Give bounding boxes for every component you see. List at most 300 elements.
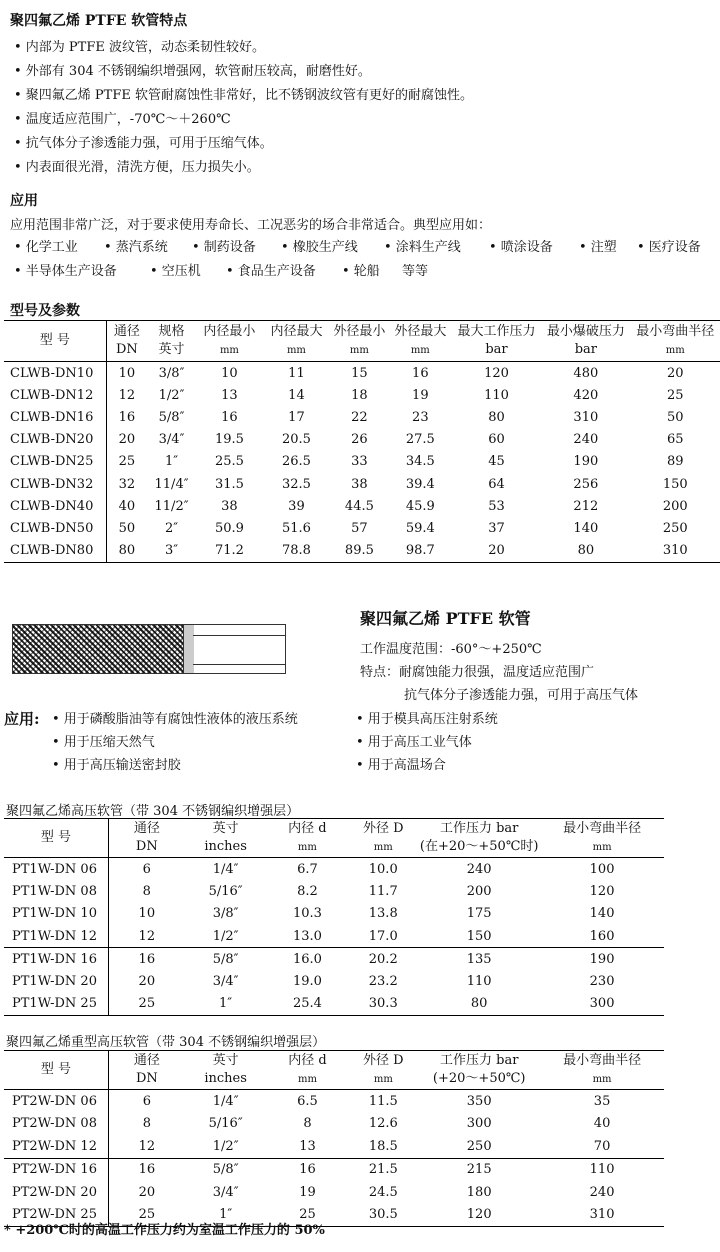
value-cell: 44.5 — [344, 498, 374, 514]
application-item: 等等 — [402, 264, 429, 279]
header-unit: bar — [485, 342, 508, 357]
value-cell: 190 — [540, 948, 664, 971]
value-cell: 39 — [288, 498, 305, 514]
application-item: • 医疗设备 — [637, 240, 701, 255]
value-cell: 5/16″ — [208, 1116, 243, 1132]
value-cell: 1/2″ — [212, 928, 239, 944]
value-cell: 3/8″ — [158, 365, 185, 381]
model-cell: CLWB-DN50 — [4, 517, 106, 539]
header-unit: DN — [115, 342, 138, 357]
value-cell: 240 — [573, 432, 599, 448]
value-cell: 110 — [466, 974, 492, 990]
header-text: 型 号 — [40, 830, 72, 845]
value-cell: 230 — [589, 974, 615, 990]
header-text: 内径最小 — [203, 323, 256, 339]
value-cell: 25 — [138, 996, 156, 1012]
model-cell: CLWB-DN32 — [4, 473, 106, 495]
hp-table — [4, 818, 664, 1016]
header-cell — [4, 819, 108, 858]
hhp-table — [4, 1050, 664, 1227]
value-cell: 13 — [299, 1138, 316, 1154]
value-cell: 10.0 — [368, 861, 398, 877]
value-cell: 57 — [351, 520, 368, 536]
model-cell: CLWB-DN25 — [4, 451, 106, 473]
feature-item: • 抗气体分子渗透能力强，可用于压缩气体。 — [14, 136, 273, 151]
value-cell: 5/16″ — [208, 883, 243, 899]
value-cell: 20 — [666, 365, 684, 381]
table-row — [4, 451, 720, 473]
model-cell: PT2W-DN 25 — [4, 1204, 108, 1227]
model-cell: CLWB-DN16 — [4, 406, 106, 428]
application-item: • 注塑 — [579, 240, 617, 255]
value-cell: 250 — [466, 1138, 492, 1154]
header-text: 外径 D — [363, 1052, 404, 1068]
value-cell: 38 — [351, 476, 368, 492]
value-cell: 250 — [662, 520, 688, 536]
value-cell: 16 — [412, 365, 429, 381]
value-cell: 5/8″ — [185, 948, 267, 971]
header-text: 内径 d — [288, 820, 327, 836]
value-cell: 45.9 — [405, 498, 435, 514]
value-cell: 16 — [267, 1158, 349, 1181]
header-unit: DN — [135, 839, 158, 854]
value-cell: 25 — [118, 454, 136, 470]
header-unit: (+20～+50℃) — [432, 1071, 526, 1086]
table-row — [4, 1158, 664, 1181]
header-cell — [330, 321, 389, 362]
value-cell: 24.5 — [368, 1184, 398, 1200]
value-cell: 60 — [488, 432, 505, 448]
header-unit: mm — [665, 344, 685, 356]
value-cell: 26.5 — [281, 454, 311, 470]
application-item: • 轮船 — [342, 264, 380, 279]
value-cell: 26 — [351, 432, 368, 448]
value-cell: 120 — [484, 365, 509, 381]
value-cell: 33 — [351, 454, 368, 470]
table-row — [4, 903, 664, 925]
value-cell: 480 — [573, 365, 599, 381]
header-text: 外径最小 — [333, 323, 386, 339]
header-unit: bar — [574, 342, 597, 357]
value-cell: 39.4 — [405, 476, 435, 492]
value-cell: 13.0 — [292, 928, 322, 944]
value-cell: 11.7 — [368, 883, 398, 899]
value-cell: 200 — [662, 498, 688, 514]
product-feature-2: 抗气体分子渗透能力强，可用于高压气体 — [404, 688, 639, 703]
hp-title-line — [6, 800, 299, 819]
model-cell: PT2W-DN 08 — [4, 1113, 108, 1136]
value-cell: 89.5 — [344, 543, 374, 559]
hhp-title-line — [6, 1031, 325, 1050]
header-unit: mm — [297, 841, 317, 853]
header-text: 通径 — [133, 821, 160, 836]
value-cell: 11/4″ — [154, 476, 189, 492]
application-item: • 食品生产设备 — [226, 264, 316, 279]
value-cell: 240 — [466, 861, 492, 877]
header-text: 英寸 — [212, 1053, 239, 1068]
model-cell: CLWB-DN12 — [4, 384, 106, 406]
value-cell: 10 — [118, 365, 136, 381]
value-cell: 140 — [573, 520, 599, 536]
model-cell: PT2W-DN 16 — [4, 1158, 108, 1181]
value-cell: 19 — [412, 387, 429, 403]
hp-subtitle: （带 304 不锈钢编织增强层） — [123, 804, 300, 819]
value-cell: 135 — [418, 948, 540, 971]
header-cell — [4, 1051, 108, 1090]
value-cell: 50.9 — [214, 520, 244, 536]
header-unit: 英寸 — [158, 342, 185, 357]
value-cell: 160 — [589, 928, 615, 944]
value-cell: 34.5 — [405, 454, 435, 470]
value-cell: 17 — [288, 409, 305, 425]
value-cell: 30.3 — [368, 996, 398, 1012]
value-cell: 350 — [466, 1093, 492, 1109]
value-cell: 16 — [118, 409, 136, 425]
value-cell: 23.2 — [368, 974, 398, 990]
value-cell: 13 — [221, 387, 238, 403]
value-cell: 120 — [466, 1207, 492, 1223]
value-cell: 215 — [418, 1158, 540, 1181]
application-item: • 制药设备 — [192, 240, 256, 255]
header-text: 型 号 — [40, 1062, 72, 1077]
model-cell: PT2W-DN 06 — [4, 1090, 108, 1113]
value-cell: 180 — [466, 1184, 492, 1200]
value-cell: 45 — [488, 454, 505, 470]
model-cell: CLWB-DN40 — [4, 495, 106, 517]
application-item: • 半导体生产设备 — [14, 264, 117, 279]
value-cell: 20.2 — [348, 948, 418, 971]
value-cell: 190 — [573, 454, 599, 470]
application-desc: 应用范围非常广泛，对于要求使用寿命长、工况恶劣的场合非常适合。典型应用如： — [10, 218, 492, 233]
hose-braid-overlay — [13, 625, 183, 673]
table-row — [4, 473, 720, 495]
value-cell: 19.0 — [292, 974, 322, 990]
header-text: 内径最大 — [270, 323, 323, 339]
value-cell: 13.8 — [368, 906, 398, 922]
value-cell: 6.7 — [297, 861, 318, 877]
model-cell: PT1W-DN 16 — [4, 948, 108, 971]
header-cell — [185, 819, 267, 858]
feature-item: • 温度适应范围广，-70℃～＋260℃ — [14, 112, 231, 127]
value-cell: 10 — [221, 365, 238, 381]
header-text: 工作压力 bar — [439, 1053, 519, 1068]
model-cell: PT1W-DN 25 — [4, 993, 108, 1016]
value-cell: 6 — [142, 1093, 151, 1109]
value-cell: 38 — [221, 498, 238, 514]
table-row — [4, 1113, 664, 1136]
header-cell — [540, 1051, 664, 1090]
value-cell: 1″ — [219, 996, 233, 1012]
table-row — [4, 540, 720, 563]
hhp-title: 聚四氟乙烯重型高压软管 — [6, 1035, 150, 1050]
value-cell: 1″ — [164, 454, 179, 470]
value-cell: 8.2 — [297, 883, 318, 899]
value-cell: 25 — [138, 1207, 156, 1223]
header-unit: mm — [219, 344, 239, 356]
header-cell — [541, 321, 630, 362]
value-cell: 89 — [666, 454, 684, 470]
hp-title: 聚四氟乙烯高压软管 — [6, 804, 124, 819]
value-cell: 1/4″ — [212, 861, 239, 877]
header-cell — [147, 321, 196, 362]
header-cell — [348, 1051, 418, 1090]
header-cell — [108, 1051, 184, 1090]
table-row — [4, 948, 664, 971]
header-cell — [4, 321, 106, 362]
value-cell: 15 — [351, 365, 368, 381]
model-cell: PT2W-DN 20 — [4, 1181, 108, 1204]
value-cell: 59.4 — [405, 520, 435, 536]
value-cell: 65 — [666, 432, 684, 448]
value-cell: 310 — [589, 1207, 615, 1223]
header-unit: mm — [410, 344, 430, 356]
hose-inner-tube — [193, 635, 285, 665]
header-text: 外径最大 — [394, 323, 447, 339]
header-unit: mm — [298, 1073, 317, 1085]
table-row — [4, 495, 720, 517]
value-cell: 64 — [488, 476, 505, 492]
value-cell: 80 — [577, 543, 595, 559]
value-cell: 3/4″ — [158, 432, 185, 448]
header-unit: mm — [592, 841, 612, 853]
header-unit: mm — [373, 841, 393, 853]
value-cell: 240 — [589, 1184, 615, 1200]
value-cell: 150 — [466, 928, 492, 944]
value-cell: 16 — [108, 1158, 184, 1181]
value-cell: 310 — [662, 543, 688, 559]
product-app-item: • 用于磷酸脂油等有腐蚀性液体的液压系统 — [52, 712, 298, 727]
table-row — [4, 406, 720, 428]
table-row — [4, 362, 720, 385]
value-cell: 3″ — [164, 543, 179, 559]
value-cell: 12 — [118, 387, 136, 403]
value-cell: 10.3 — [292, 906, 322, 922]
application-item: • 涂料生产线 — [384, 240, 461, 255]
value-cell: 3/8″ — [212, 906, 239, 922]
value-cell: 23 — [412, 409, 429, 425]
value-cell: 40 — [593, 1116, 611, 1132]
spec-header-row — [4, 321, 720, 362]
header-cell — [106, 321, 147, 362]
value-cell: 17.0 — [368, 928, 398, 944]
model-cell: PT1W-DN 20 — [4, 970, 108, 992]
value-cell: 20 — [138, 974, 156, 990]
spec-title: 型号及参数 — [10, 303, 80, 319]
value-cell: 310 — [573, 409, 599, 425]
product-app-item: • 用于高压工业气体 — [356, 735, 472, 750]
header-unit: mm — [373, 1073, 393, 1085]
table-row — [4, 993, 664, 1016]
ptfe-hose-illustration — [12, 624, 286, 674]
value-cell: 120 — [589, 883, 615, 899]
value-cell: 110 — [540, 1158, 664, 1181]
feature-item: • 外部有 304 不锈钢编织增强网，软管耐压较高，耐磨性好。 — [14, 64, 371, 79]
value-cell: 35 — [593, 1093, 611, 1109]
product-title: 聚四氟乙烯 PTFE 软管 — [360, 609, 531, 628]
value-cell: 20 — [118, 432, 136, 448]
value-cell: 8 — [142, 1116, 151, 1132]
value-cell: 98.7 — [405, 543, 435, 559]
value-cell: 100 — [589, 861, 615, 877]
model-cell: PT2W-DN 12 — [4, 1135, 108, 1158]
value-cell: 212 — [573, 498, 599, 514]
value-cell: 5/8″ — [185, 1158, 267, 1181]
value-cell: 25 — [299, 1207, 316, 1223]
header-cell — [540, 819, 664, 858]
value-cell: 19 — [299, 1184, 316, 1200]
header-cell — [348, 819, 418, 858]
header-cell — [418, 1051, 540, 1090]
header-cell — [418, 819, 540, 858]
model-cell: CLWB-DN80 — [4, 540, 106, 563]
model-cell: PT1W-DN 12 — [4, 925, 108, 948]
product-app-item: • 用于压缩天然气 — [52, 735, 155, 750]
value-cell: 16 — [108, 948, 184, 971]
value-cell: 12 — [138, 1138, 156, 1154]
header-text: 规格 — [158, 324, 185, 339]
value-cell: 420 — [573, 387, 599, 403]
value-cell: 50 — [666, 409, 684, 425]
value-cell: 6.5 — [297, 1093, 318, 1109]
value-cell: 20 — [488, 543, 505, 559]
value-cell: 11.5 — [368, 1093, 398, 1109]
product-app-item: • 用于高温场合 — [356, 758, 446, 773]
spec-table — [4, 320, 720, 563]
value-cell: 10 — [138, 906, 156, 922]
header-cell — [267, 819, 349, 858]
header-text: 通径 — [113, 324, 140, 339]
header-cell — [631, 321, 720, 362]
features-title: 聚四氟乙烯 PTFE 软管特点 — [10, 13, 188, 29]
value-cell: 256 — [573, 476, 599, 492]
hhp-subtitle: （带 304 不锈钢编织增强层） — [149, 1035, 326, 1050]
header-unit: inches — [204, 1071, 247, 1086]
value-cell: 80 — [118, 543, 136, 559]
header-cell — [452, 321, 541, 362]
value-cell: 25.5 — [214, 454, 244, 470]
header-text: 最小弯曲半径 — [563, 820, 642, 836]
value-cell: 6 — [142, 861, 151, 877]
value-cell: 16.0 — [267, 948, 349, 971]
table-row — [4, 925, 664, 948]
header-text: 最小弯曲半径 — [563, 1052, 642, 1068]
value-cell: 27.5 — [405, 432, 435, 448]
header-text: 型 号 — [39, 333, 70, 348]
feature-item: • 内表面很光滑，清洗方便，压力损失小。 — [14, 160, 260, 175]
value-cell: 8 — [303, 1116, 312, 1132]
header-text: 工作压力 bar — [439, 821, 519, 836]
value-cell: 37 — [488, 520, 505, 536]
value-cell: 1/2″ — [158, 387, 185, 403]
header-cell — [108, 819, 184, 858]
application-title: 应用 — [10, 193, 38, 209]
value-cell: 21.5 — [348, 1158, 418, 1181]
product-temp: 工作温度范围：-60°～+250℃ — [360, 642, 542, 657]
value-cell: 8 — [142, 883, 151, 899]
header-unit: mm — [592, 1073, 612, 1085]
value-cell: 11/2″ — [154, 498, 189, 514]
header-unit: mm — [286, 344, 306, 356]
application-item: • 喷涂设备 — [489, 240, 553, 255]
value-cell: 1″ — [219, 1207, 233, 1223]
product-feature-1: 特点：耐腐蚀能力很强，温度适应范围广 — [360, 665, 595, 680]
application-item: • 蒸汽系统 — [104, 240, 168, 255]
value-cell: 140 — [589, 906, 615, 922]
value-cell: 80 — [488, 409, 505, 425]
value-cell: 53 — [488, 498, 505, 514]
model-cell: CLWB-DN20 — [4, 429, 106, 451]
value-cell: 32 — [118, 476, 136, 492]
value-cell: 31.5 — [214, 476, 244, 492]
header-text: 英寸 — [212, 821, 239, 836]
header-cell — [263, 321, 330, 362]
application-item: • 空压机 — [150, 264, 201, 279]
table-row — [4, 429, 720, 451]
value-cell: 1/2″ — [212, 1138, 239, 1154]
header-text: 最小弯曲半径 — [636, 323, 715, 339]
value-cell: 3/4″ — [212, 974, 239, 990]
value-cell: 12.6 — [368, 1116, 398, 1132]
header-cell — [185, 1051, 267, 1090]
value-cell: 110 — [484, 387, 509, 403]
feature-item: • 内部为 PTFE 波纹管，动态柔韧性较好。 — [14, 40, 265, 55]
value-cell: 2″ — [164, 520, 179, 536]
value-cell: 32.5 — [281, 476, 311, 492]
model-cell: PT1W-DN 10 — [4, 903, 108, 925]
header-text: 内径 d — [288, 1052, 327, 1068]
value-cell: 40 — [118, 498, 136, 514]
header-text: 最小爆破压力 — [546, 324, 625, 339]
value-cell: 80 — [470, 996, 488, 1012]
header-unit: mm — [349, 344, 369, 356]
value-cell: 50 — [118, 520, 136, 536]
value-cell: 19.5 — [214, 432, 244, 448]
model-cell: PT1W-DN 06 — [4, 858, 108, 881]
value-cell: 14 — [288, 387, 305, 403]
value-cell: 20 — [138, 1184, 156, 1200]
header-cell — [389, 321, 452, 362]
value-cell: 3/4″ — [212, 1184, 239, 1200]
table-row — [4, 858, 664, 881]
value-cell: 70 — [593, 1138, 611, 1154]
feature-item: • 聚四氟乙烯 PTFE 软管耐腐蚀性非常好，比不锈钢波纹管有更好的耐腐蚀性。 — [14, 88, 473, 103]
table-row — [4, 880, 664, 902]
value-cell: 175 — [466, 906, 492, 922]
value-cell: 25.4 — [292, 996, 322, 1012]
value-cell: 25 — [666, 387, 684, 403]
value-cell: 22 — [351, 409, 368, 425]
product-app-item: • 用于模具高压注射系统 — [356, 712, 498, 727]
value-cell: 5/8″ — [158, 409, 185, 425]
application-item: • 化学工业 — [14, 240, 78, 255]
value-cell: 18.5 — [368, 1138, 398, 1154]
value-cell: 200 — [466, 883, 492, 899]
value-cell: 71.2 — [214, 543, 244, 559]
product-app-label: 应用: — [4, 710, 40, 728]
header-cell — [196, 321, 263, 362]
footnote: * +200℃时的高温工作压力约为室温工作压力的 50% — [4, 1223, 325, 1238]
model-cell: PT1W-DN 08 — [4, 880, 108, 902]
header-unit: (在+20～+50℃时) — [419, 839, 539, 854]
value-cell: 51.6 — [281, 520, 311, 536]
value-cell: 11 — [288, 365, 305, 381]
hhp-header-row — [4, 1051, 664, 1090]
value-cell: 16 — [221, 409, 238, 425]
value-cell: 150 — [662, 476, 688, 492]
header-unit: DN — [135, 1071, 158, 1086]
header-text: 外径 D — [362, 820, 404, 836]
table-row — [4, 1181, 664, 1204]
